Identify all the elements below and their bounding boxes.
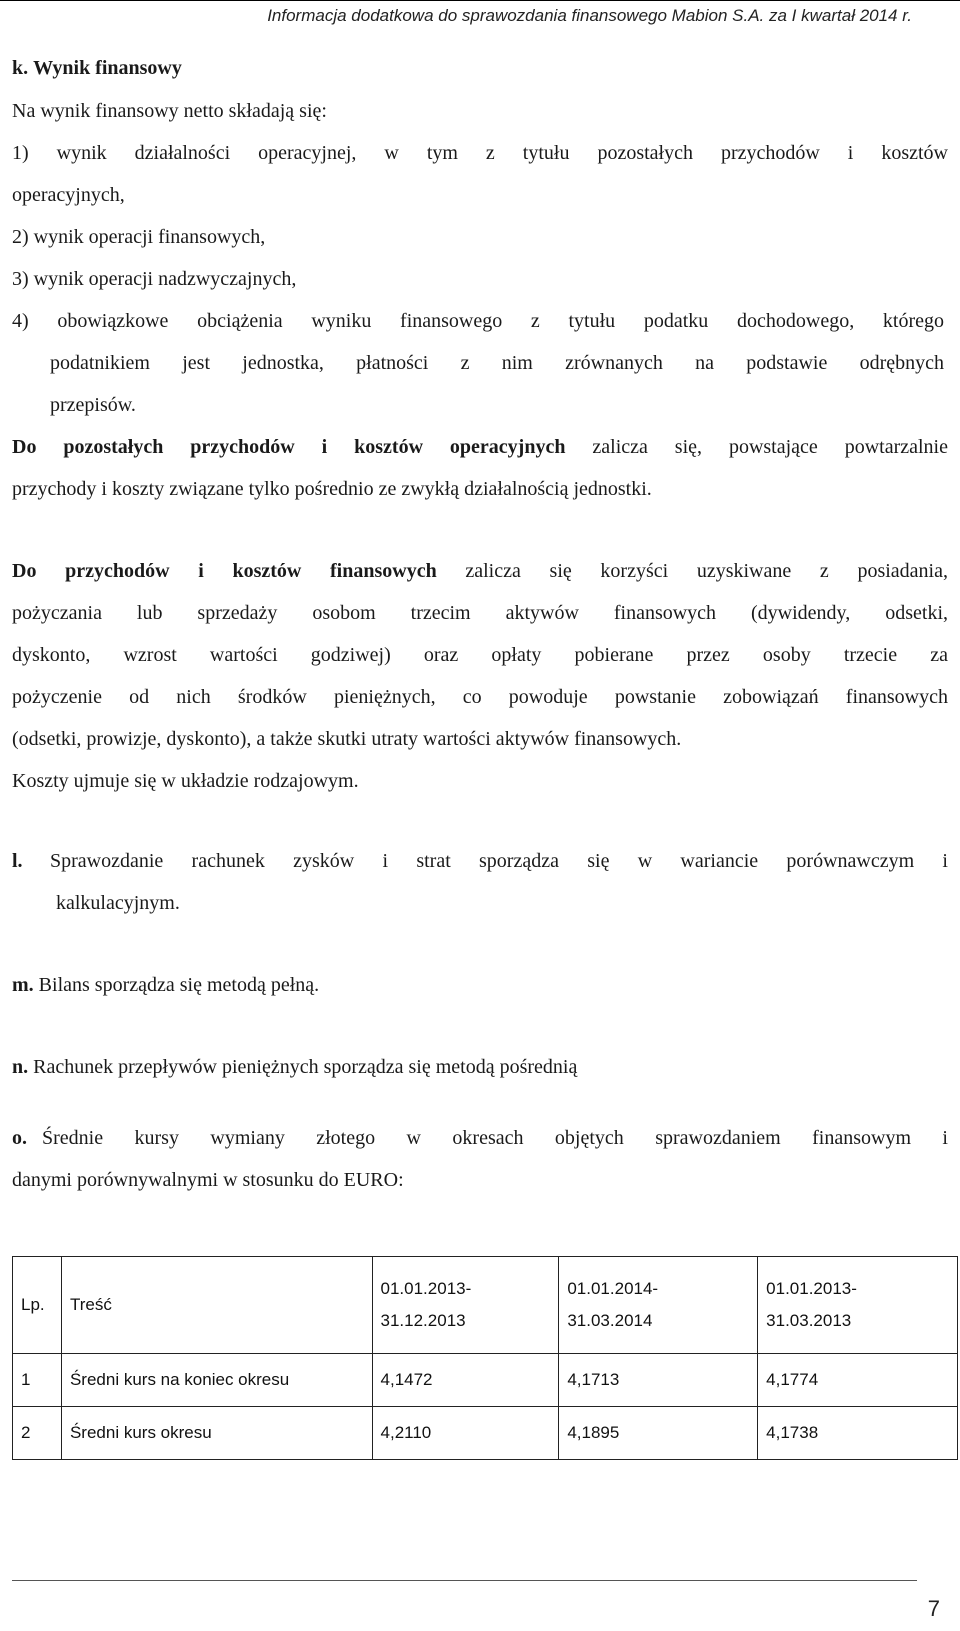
paragraph-operating-line2: przychody i koszty związane tylko pośrednio ze zwykłą działalnością jednostki. (12, 478, 652, 500)
paragraph-operating-line1 (12, 436, 948, 459)
section-m-marker: m. (12, 974, 34, 996)
list-item-4-line2: podatnikiem jest jednostka, płatności z nim zrównanych na podstawie odrębnych (50, 352, 944, 374)
section-k-intro: Na wynik finansowy netto składają się: (12, 100, 327, 122)
section-k-heading (12, 57, 182, 80)
paragraph-financial-line1 (12, 560, 948, 583)
table-header-row (13, 1257, 958, 1354)
row-value-period-1: 4,1472 (372, 1354, 559, 1407)
exchange-rates-table (12, 1256, 958, 1460)
row-lp: 1 (13, 1354, 62, 1407)
list-item-1-line2: operacyjnych, (12, 184, 125, 206)
list-item-2: 2) wynik operacji finansowych, (12, 226, 266, 248)
header-tresc: Treść (61, 1257, 372, 1354)
row-label: Średni kurs okresu (61, 1407, 372, 1460)
row-value-period-3: 4,1738 (758, 1407, 958, 1460)
section-o-line1: Średnie kursy wymiany złotego w okresach objętych sprawozdaniem finansowym i (42, 1127, 948, 1149)
row-value-period-2: 4,1895 (559, 1407, 758, 1460)
section-l-line1: Sprawozdanie rachunek zysków i strat sporządza się w wariancie porównawczym i (50, 850, 948, 872)
row-lp: 2 (13, 1407, 62, 1460)
section-n-marker: n. (12, 1056, 29, 1078)
paragraph-operating-bold: Do pozostałych przychodów i kosztów operacyjnych (12, 436, 566, 458)
row-value-period-1: 4,2110 (372, 1407, 559, 1460)
list-item-4-line1: 4) obowiązkowe obciążenia wyniku finansowego z tytułu podatku dochodowego, którego (12, 310, 944, 332)
section-k-title: Wynik finansowy (33, 57, 182, 79)
list-item-1-line1: 1) wynik działalności operacyjnej, w tym z tytułu pozostałych przychodów i kosztów (12, 142, 948, 164)
list-item-3: 3) wynik operacji nadzwyczajnych, (12, 268, 297, 290)
paragraph-financial-line3: dyskonto, wzrost wartości godziwej) oraz opłaty pobierane przez osoby trzecie za (12, 644, 948, 666)
header-period-3: 01.01.2013- 31.03.2013 (758, 1257, 958, 1354)
table-row (13, 1407, 958, 1460)
paragraph-operating-rest: zalicza się, powstające powtarzalnie (565, 436, 948, 458)
row-value-period-2: 4,1713 (559, 1354, 758, 1407)
header-rule (0, 0, 960, 1)
section-l-marker: l. (12, 850, 23, 872)
section-n-text: Rachunek przepływów pieniężnych sporządza się metodą pośrednią (33, 1056, 578, 1078)
table-row (13, 1354, 958, 1407)
header-lp: Lp. (13, 1257, 62, 1354)
section-l-line2: kalkulacyjnym. (56, 892, 180, 914)
section-k-marker: k. (12, 57, 29, 79)
section-o-line2: danymi porównywalnymi w stosunku do EURO: (12, 1169, 404, 1191)
footer-rule (12, 1580, 917, 1581)
section-m-text: Bilans sporządza się metodą pełną. (38, 974, 320, 996)
row-label: Średni kurs na koniec okresu (61, 1354, 372, 1407)
header-period-1: 01.01.2013- 31.12.2013 (372, 1257, 559, 1354)
paragraph-financial-line5: (odsetki, prowizje, dyskonto), a także skutki utraty wartości aktywów finansowych. (12, 728, 682, 750)
paragraph-financial-rest: zalicza się korzyści uzyskiwane z posiadania, (436, 560, 948, 582)
section-m (12, 974, 319, 997)
section-n (12, 1056, 577, 1079)
paragraph-financial-line2: pożyczania lub sprzedaży osobom trzecim aktywów finansowych (dywidendy, odsetki, (12, 602, 948, 624)
header-period-2: 01.01.2014- 31.03.2014 (559, 1257, 758, 1354)
list-item-4-line3: przepisów. (50, 394, 136, 416)
row-value-period-3: 4,1774 (758, 1354, 958, 1407)
paragraph-financial-line6: Koszty ujmuje się w układzie rodzajowym. (12, 770, 359, 792)
page-number: 7 (927, 1596, 940, 1621)
section-o-marker: o. (12, 1127, 27, 1149)
paragraph-financial-line4: pożyczenie od nich środków pieniężnych, co powoduje powstanie zobowiązań finansowych (12, 686, 948, 708)
running-header: Informacja dodatkowa do sprawozdania finansowego Mabion S.A. za I kwartał 2014 r. (267, 6, 912, 25)
paragraph-financial-bold: Do przychodów i kosztów finansowych (12, 560, 437, 582)
